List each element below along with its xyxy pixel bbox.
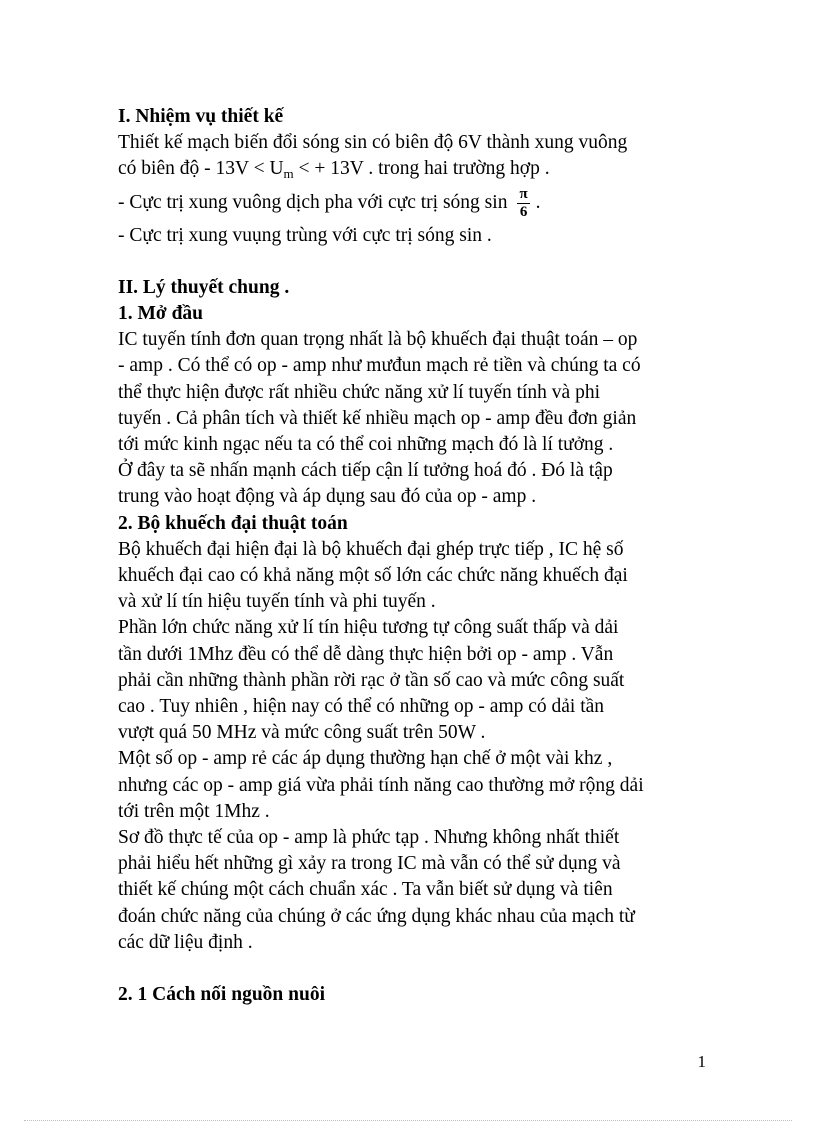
paragraph-line: tần dưới 1Mhz đều có thể dễ dàng thực hiện bởi op - amp . Vẫn: [118, 643, 614, 665]
paragraph-line: Ở đây ta sẽ nhấn mạnh cách tiếp cận lí tưởng hoá đó . Đó là tập: [118, 460, 613, 482]
fraction: [517, 186, 529, 221]
subsection-heading-power-supply: 2. 1 Cách nối nguồn nuôi: [118, 984, 325, 1006]
fraction-numerator: π: [519, 185, 528, 202]
paragraph-line: thể thực hiện được rất nhiều chức năng xử lí tuyến tính và phi: [118, 381, 601, 403]
paragraph-line: [118, 156, 718, 182]
bullet-line: - Cực trị xung vuụng trùng với cực trị sóng sin .: [118, 224, 492, 246]
text-span: .: [535, 191, 541, 213]
paragraph-line: - amp . Có thể có op - amp như mưđun mạch rẻ tiền và chúng ta có: [118, 355, 641, 377]
spacer: [118, 956, 718, 982]
paragraph-line: tới mức kinh ngạc nếu ta có thể coi những mạch đó là lí tưởng .: [118, 434, 614, 456]
paragraph-line: Thiết kế mạch biến đổi sóng sin có biên độ 6V thành xung vuông: [118, 132, 628, 154]
paragraph-line: cao . Tuy nhiên , hiện nay có thể có những op - amp có dải tần: [118, 696, 605, 718]
page-bottom-divider: [24, 1120, 792, 1121]
paragraph-line: thiết kế chúng một cách chuẩn xác . Ta vẫn biết sử dụng và tiên: [118, 879, 613, 901]
fraction-denominator: 6: [519, 203, 528, 220]
subscript: m: [283, 166, 294, 182]
paragraph-line: Bộ khuếch đại hiện đại là bộ khuếch đại ghép trực tiếp , IC hệ số: [118, 538, 624, 560]
paragraph-line: Một số op - amp rẻ các áp dụng thường hạn chế ở một vài khz ,: [118, 748, 613, 770]
bullet-line: [118, 183, 718, 223]
subsection-heading-intro: 1. Mở đầu: [118, 303, 204, 325]
section-heading-design-task: I. Nhiệm vụ thiết kế: [118, 106, 284, 127]
paragraph-line: tuyến . Cả phân tích và thiết kế nhiều mạch op - amp đều đơn giản: [118, 407, 637, 429]
paragraph-line: phải hiểu hết những gì xảy ra trong IC mà vẫn có thể sử dụng và: [118, 853, 621, 875]
document-body: [118, 104, 718, 1008]
paragraph-line: nhưng các op - amp giá vừa phải tính năng cao thường mở rộng dải: [118, 774, 644, 796]
text-span: có biên độ - 13V < U: [118, 158, 284, 180]
paragraph-line: và xử lí tín hiệu tuyến tính và phi tuyến .: [118, 591, 436, 613]
subsection-heading-op-amp: 2. Bộ khuếch đại thuật toán: [118, 512, 348, 534]
paragraph-line: vượt quá 50 MHz và mức công suất trên 50W .: [118, 722, 486, 744]
paragraph-line: đoán chức năng của chúng ở các ứng dụng khác nhau của mạch từ: [118, 905, 635, 927]
text-span: < + 13V . trong hai trường hợp .: [293, 158, 550, 180]
paragraph-line: các dữ liệu định .: [118, 931, 253, 953]
paragraph-line: Phần lớn chức năng xử lí tín hiệu tương tự công suất thấp và dải: [118, 617, 619, 639]
section-heading-general-theory: II. Lý thuyết chung .: [118, 276, 290, 298]
paragraph-line: IC tuyến tính đơn quan trọng nhất là bộ khuếch đại thuật toán – op: [118, 329, 638, 351]
paragraph-line: Sơ đồ thực tế của op - amp là phức tạp . Nhưng không nhất thiết: [118, 827, 620, 849]
paragraph-line: tới trên một 1Mhz .: [118, 800, 270, 822]
paragraph-line: khuếch đại cao có khả năng một số lớn các chức năng khuếch đại: [118, 565, 628, 587]
text-span: - Cực trị xung vuông dịch pha với cực trị sóng sin: [118, 191, 508, 213]
page-number: 1: [697, 1052, 706, 1071]
paragraph-line: trung vào hoạt động và áp dụng sau đó của op - amp .: [118, 486, 537, 508]
spacer: [118, 249, 718, 275]
paragraph-line: phải cần những thành phần rời rạc ở tần số cao và mức công suất: [118, 669, 625, 691]
